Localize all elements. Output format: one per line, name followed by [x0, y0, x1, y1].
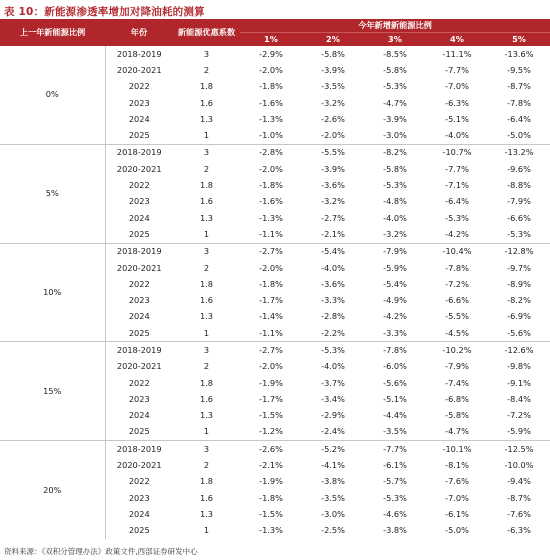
value-cell: -5.3%	[507, 228, 531, 239]
value-cell: -3.9%	[383, 113, 407, 124]
year-cell: 2023	[128, 97, 150, 108]
value-cell: -1.5%	[259, 410, 283, 421]
value-cell: -8.7%	[507, 492, 531, 503]
coef-cell: 1.8	[199, 81, 214, 92]
year-cell: 2020-2021	[116, 262, 162, 273]
table-row	[0, 46, 550, 62]
value-cell: -2.4%	[321, 426, 345, 437]
table-row	[0, 144, 550, 161]
year-cell: 2022	[128, 81, 150, 92]
value-cell: -6.0%	[383, 361, 407, 372]
value-cell: -9.4%	[507, 476, 531, 487]
coef-cell: 3	[173, 441, 240, 458]
header-prev-ratio: 上一年新能源比例	[0, 19, 105, 46]
coef-cell: 1	[203, 426, 210, 437]
value-cell: -9.8%	[507, 361, 531, 372]
value-cell: -7.9%	[445, 361, 469, 372]
value-cell: -10.0%	[504, 460, 534, 471]
value-cell: -5.5%	[445, 311, 469, 322]
year-cell: 2020-2021	[116, 163, 162, 174]
value-cell: -2.7%	[321, 212, 345, 223]
value-cell: -1.3%	[259, 525, 283, 536]
coef-cell: 1.8	[199, 377, 214, 388]
value-cell: -4.6%	[383, 508, 407, 519]
year-cell: 2018-2019	[105, 144, 173, 161]
table-row	[0, 441, 550, 458]
value-cell: -2.9%	[259, 48, 283, 59]
prev-ratio-cell: 0%	[0, 46, 105, 144]
year-cell: 2022	[128, 377, 150, 388]
value-cell: -13.6%	[504, 48, 534, 59]
year-cell: 2018-2019	[105, 342, 173, 359]
coef-cell: 1.6	[199, 295, 214, 306]
value-cell: -10.1%	[426, 441, 488, 458]
year-cell: 2020-2021	[116, 460, 162, 471]
year-cell: 2022	[128, 278, 150, 289]
value-cell: -5.3%	[445, 212, 469, 223]
value-cell: -6.1%	[383, 460, 407, 471]
year-cell: 2025	[128, 327, 150, 338]
table-body	[0, 46, 550, 539]
value-cell: -1.8%	[259, 81, 283, 92]
coef-cell: 3	[173, 243, 240, 260]
value-cell: -4.0%	[445, 130, 469, 141]
value-cell: -7.7%	[445, 163, 469, 174]
year-cell: 2024	[128, 212, 150, 223]
year-cell: 2022	[128, 180, 150, 191]
value-cell: -3.3%	[321, 295, 345, 306]
value-cell: -4.1%	[321, 460, 345, 471]
coef-cell: 1.8	[199, 180, 214, 191]
value-cell: -4.0%	[383, 212, 407, 223]
value-cell: -8.2%	[364, 144, 426, 161]
value-cell: -3.3%	[383, 327, 407, 338]
value-cell: -6.4%	[507, 113, 531, 124]
value-cell: -12.5%	[488, 441, 550, 458]
value-cell: -5.7%	[383, 476, 407, 487]
value-cell: -7.2%	[445, 278, 469, 289]
value-cell: -3.2%	[383, 228, 407, 239]
value-cell: -5.3%	[383, 492, 407, 503]
value-cell: -1.2%	[259, 426, 283, 437]
value-cell: -5.8%	[383, 163, 407, 174]
value-cell: -2.5%	[321, 525, 345, 536]
prev-ratio-cell: 10%	[0, 243, 105, 342]
coef-cell: 1	[203, 327, 210, 338]
value-cell: -7.8%	[507, 97, 531, 108]
value-cell: -13.2%	[488, 144, 550, 161]
value-cell: -5.2%	[302, 441, 364, 458]
value-cell: -2.0%	[259, 361, 283, 372]
value-cell: -7.4%	[445, 377, 469, 388]
value-cell: -7.2%	[507, 410, 531, 421]
value-cell: -5.3%	[383, 180, 407, 191]
prev-ratio-cell: 5%	[0, 144, 105, 243]
value-cell: -4.2%	[383, 311, 407, 322]
value-cell: -10.7%	[426, 144, 488, 161]
data-table	[0, 19, 550, 539]
coef-cell: 1	[203, 228, 210, 239]
value-cell: -7.7%	[445, 64, 469, 75]
value-cell: -2.2%	[321, 327, 345, 338]
value-cell: -3.9%	[321, 163, 345, 174]
value-cell: -1.8%	[259, 492, 283, 503]
value-cell: -1.6%	[259, 196, 283, 207]
value-cell: -6.8%	[445, 393, 469, 404]
value-cell: -2.7%	[240, 342, 302, 359]
value-cell: -1.1%	[259, 327, 283, 338]
value-cell: -7.0%	[445, 492, 469, 503]
value-cell: -3.5%	[383, 426, 407, 437]
year-cell: 2018-2019	[116, 48, 162, 59]
value-cell: -8.7%	[507, 81, 531, 92]
value-cell: -3.0%	[321, 508, 345, 519]
coef-cell: 3	[173, 342, 240, 359]
year-cell: 2018-2019	[105, 441, 173, 458]
value-cell: -2.0%	[321, 130, 345, 141]
header-pct: 4%	[426, 33, 488, 47]
value-cell: -5.8%	[445, 410, 469, 421]
coef-cell: 1.3	[199, 311, 214, 322]
coef-cell: 1.6	[199, 492, 214, 503]
value-cell: -7.9%	[507, 196, 531, 207]
value-cell: -8.5%	[383, 48, 407, 59]
value-cell: -7.1%	[445, 180, 469, 191]
coef-cell: 2	[203, 262, 210, 273]
value-cell: -6.4%	[445, 196, 469, 207]
value-cell: -3.6%	[321, 180, 345, 191]
value-cell: -12.6%	[488, 342, 550, 359]
value-cell: -9.1%	[507, 377, 531, 388]
table-row	[0, 243, 550, 260]
header-pct: 1%	[240, 33, 302, 47]
value-cell: -8.4%	[507, 393, 531, 404]
value-cell: -5.9%	[507, 426, 531, 437]
value-cell: -4.7%	[445, 426, 469, 437]
table-title: 表 10：新能源渗透率增加对降油耗的测算	[4, 6, 205, 18]
header-pct: 3%	[364, 33, 426, 47]
value-cell: -5.9%	[383, 262, 407, 273]
value-cell: -6.9%	[507, 311, 531, 322]
value-cell: -6.6%	[507, 212, 531, 223]
coef-cell: 1.3	[199, 508, 214, 519]
year-cell: 2023	[128, 393, 150, 404]
table-row	[0, 342, 550, 359]
value-cell: -7.0%	[445, 81, 469, 92]
value-cell: -5.1%	[383, 393, 407, 404]
value-cell: -1.6%	[259, 97, 283, 108]
value-cell: -1.8%	[259, 180, 283, 191]
header-row	[0, 19, 550, 33]
value-cell: -1.9%	[259, 476, 283, 487]
source-note: 资料来源：《双积分管理办法》政策文件,西部证券研发中心	[4, 547, 198, 556]
value-cell: -7.6%	[445, 476, 469, 487]
value-cell: -3.5%	[321, 492, 345, 503]
value-cell: -3.5%	[321, 81, 345, 92]
value-cell: -1.8%	[259, 278, 283, 289]
coef-cell: 1.6	[199, 97, 214, 108]
value-cell: -3.2%	[321, 97, 345, 108]
value-cell: -8.1%	[445, 460, 469, 471]
value-cell: -2.7%	[240, 243, 302, 260]
value-cell: -1.7%	[259, 393, 283, 404]
coef-cell: 2	[203, 460, 210, 471]
value-cell: -6.3%	[445, 97, 469, 108]
value-cell: -4.0%	[321, 361, 345, 372]
value-cell: -10.4%	[426, 243, 488, 260]
value-cell: -3.9%	[321, 64, 345, 75]
value-cell: -5.8%	[383, 64, 407, 75]
coef-cell: 1	[203, 130, 210, 141]
value-cell: -4.9%	[383, 295, 407, 306]
value-cell: -3.8%	[383, 525, 407, 536]
value-cell: -3.7%	[321, 377, 345, 388]
value-cell: -4.2%	[445, 228, 469, 239]
header-pct: 2%	[302, 33, 364, 47]
coef-cell: 1.3	[199, 212, 214, 223]
value-cell: -3.4%	[321, 393, 345, 404]
value-cell: -5.8%	[321, 48, 345, 59]
value-cell: -3.0%	[383, 130, 407, 141]
year-cell: 2024	[128, 508, 150, 519]
year-cell: 2018-2019	[105, 243, 173, 260]
coef-cell: 1.6	[199, 393, 214, 404]
value-cell: -2.0%	[259, 64, 283, 75]
year-cell: 2023	[128, 492, 150, 503]
coef-cell: 1.3	[199, 410, 214, 421]
coef-cell: 1.6	[199, 196, 214, 207]
coef-cell: 3	[203, 48, 210, 59]
value-cell: -2.9%	[321, 410, 345, 421]
value-cell: -6.1%	[445, 508, 469, 519]
value-cell: -4.0%	[321, 262, 345, 273]
coef-cell: 2	[203, 64, 210, 75]
value-cell: -7.6%	[507, 508, 531, 519]
year-cell: 2020-2021	[116, 361, 162, 372]
value-cell: -5.4%	[383, 278, 407, 289]
value-cell: -1.4%	[259, 311, 283, 322]
coef-cell: 1.3	[199, 113, 214, 124]
value-cell: -4.8%	[383, 196, 407, 207]
value-cell: -5.6%	[383, 377, 407, 388]
year-cell: 2020-2021	[116, 64, 162, 75]
value-cell: -5.5%	[302, 144, 364, 161]
value-cell: -5.0%	[507, 130, 531, 141]
value-cell: -3.8%	[321, 476, 345, 487]
value-cell: -6.6%	[445, 295, 469, 306]
value-cell: -6.3%	[507, 525, 531, 536]
value-cell: -4.4%	[383, 410, 407, 421]
value-cell: -8.8%	[507, 180, 531, 191]
year-cell: 2024	[128, 311, 150, 322]
value-cell: -5.4%	[302, 243, 364, 260]
value-cell: -11.1%	[442, 48, 472, 59]
value-cell: -1.0%	[259, 130, 283, 141]
year-cell: 2023	[128, 196, 150, 207]
value-cell: -5.3%	[302, 342, 364, 359]
value-cell: -2.6%	[321, 113, 345, 124]
value-cell: -1.3%	[259, 212, 283, 223]
value-cell: -9.5%	[507, 64, 531, 75]
value-cell: -12.8%	[488, 243, 550, 260]
value-cell: -2.8%	[321, 311, 345, 322]
header-year: 年份	[105, 19, 173, 46]
value-cell: -5.3%	[383, 81, 407, 92]
header-coef: 新能源优惠系数	[173, 19, 240, 46]
value-cell: -2.1%	[321, 228, 345, 239]
value-cell: -1.9%	[259, 377, 283, 388]
value-cell: -2.1%	[259, 460, 283, 471]
value-cell: -1.1%	[259, 228, 283, 239]
year-cell: 2025	[128, 130, 150, 141]
value-cell: -3.2%	[321, 196, 345, 207]
year-cell: 2025	[128, 426, 150, 437]
year-cell: 2024	[128, 113, 150, 124]
prev-ratio-cell: 20%	[0, 441, 105, 539]
coef-cell: 1.8	[199, 476, 214, 487]
value-cell: -10.2%	[426, 342, 488, 359]
value-cell: -7.7%	[364, 441, 426, 458]
coef-cell: 3	[173, 144, 240, 161]
year-cell: 2025	[128, 525, 150, 536]
prev-ratio-cell: 15%	[0, 342, 105, 441]
value-cell: -2.0%	[259, 262, 283, 273]
coef-cell: 2	[203, 361, 210, 372]
value-cell: -1.7%	[259, 295, 283, 306]
value-cell: -9.6%	[507, 163, 531, 174]
value-cell: -5.1%	[445, 113, 469, 124]
coef-cell: 2	[203, 163, 210, 174]
value-cell: -9.7%	[507, 262, 531, 273]
value-cell: -7.9%	[364, 243, 426, 260]
coef-cell: 1	[203, 525, 210, 536]
year-cell: 2024	[128, 410, 150, 421]
value-cell: -7.8%	[364, 342, 426, 359]
value-cell: -8.9%	[507, 278, 531, 289]
value-cell: -1.3%	[259, 113, 283, 124]
value-cell: -5.0%	[445, 525, 469, 536]
year-cell: 2025	[128, 228, 150, 239]
value-cell: -2.8%	[240, 144, 302, 161]
value-cell: -3.6%	[321, 278, 345, 289]
header-new-ratio-group: 今年新增新能源比例	[240, 19, 550, 33]
header-pct: 5%	[488, 33, 550, 47]
value-cell: -2.0%	[259, 163, 283, 174]
value-cell: -4.7%	[383, 97, 407, 108]
year-cell: 2023	[128, 295, 150, 306]
value-cell: -5.6%	[507, 327, 531, 338]
coef-cell: 1.8	[199, 278, 214, 289]
value-cell: -4.5%	[445, 327, 469, 338]
value-cell: -2.6%	[240, 441, 302, 458]
value-cell: -7.8%	[445, 262, 469, 273]
value-cell: -8.2%	[507, 295, 531, 306]
year-cell: 2022	[128, 476, 150, 487]
value-cell: -1.5%	[259, 508, 283, 519]
